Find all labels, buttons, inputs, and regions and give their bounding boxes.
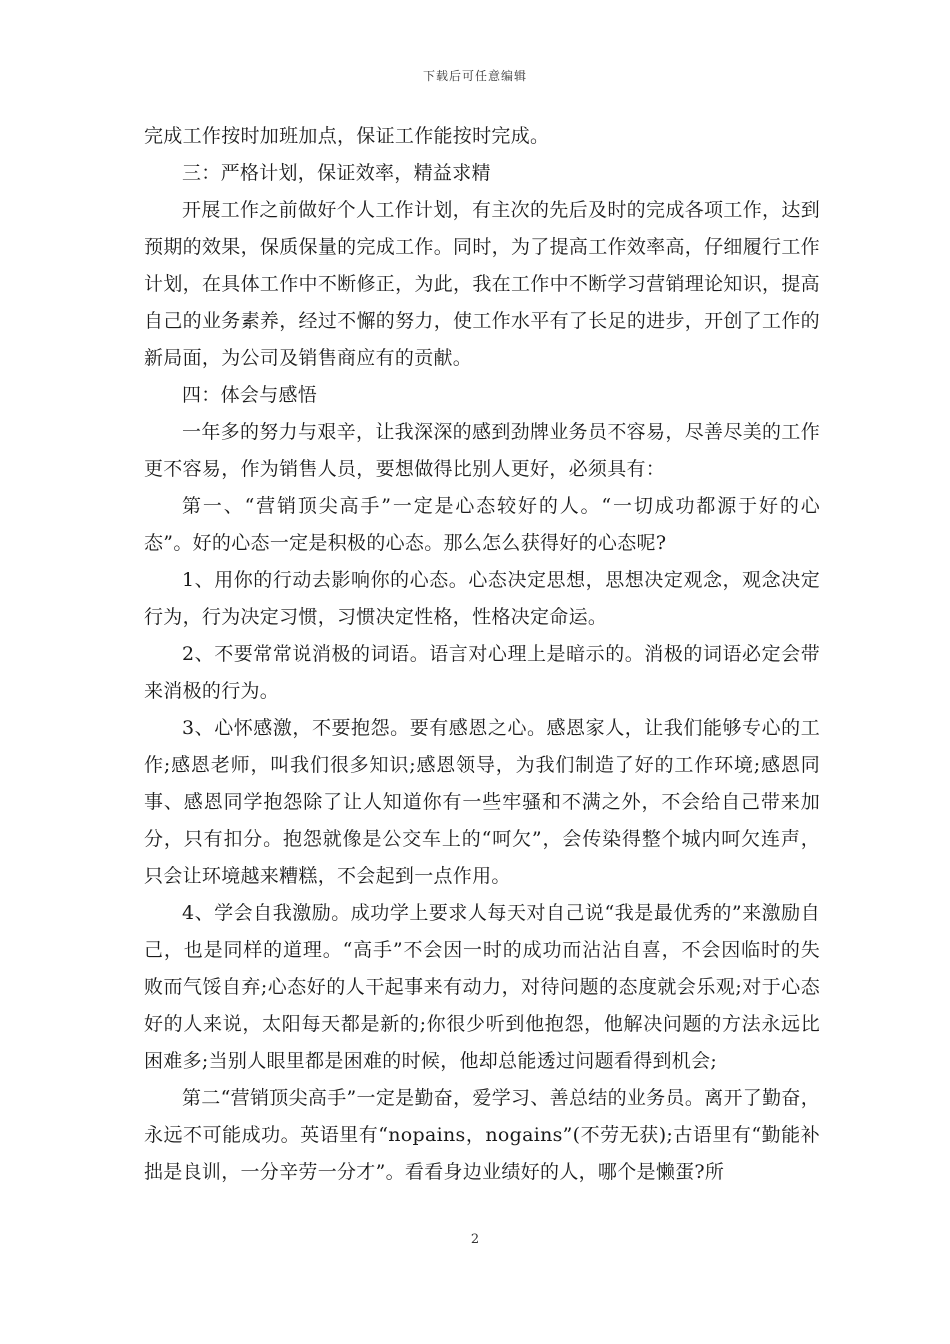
paragraph-4: 第一、“营销顶尖高手”一定是心态较好的人。“一切成功都源于好的心态”。好的心态一定是积极的心态。那么怎么获得好的心态呢? — [144, 495, 820, 554]
paragraph-3: 一年多的努力与艰辛，让我深深的感到劲牌业务员不容易，尽善尽美的工作更不容易，作为销售人员，要想做得比别人更好，必须具有： — [144, 421, 820, 480]
section-heading-3: 三：严格计划，保证效率，精益求精 — [182, 162, 491, 184]
paragraph-1: 完成工作按时加班加点，保证工作能按时完成。 — [144, 125, 550, 147]
paragraph-2: 开展工作之前做好个人工作计划，有主次的先后及时的完成各项工作，达到预期的效果，保质保量的完成工作。同时，为了提高工作效率高，仔细履行工作计划，在具体工作中不断修正，为此，我在工作中不断学习营销理论知识，提高自己的业务素养，经过不懈的努力，使工作水平有了长足的进步，开创了工作的新局面，为公司及销售商应有的贡献。 — [144, 199, 820, 369]
list-item-1: 1、用你的行动去影响你的心态。心态决定思想，思想决定观念，观念决定行为，行为决定习惯，习惯决定性格，性格决定命运。 — [144, 569, 820, 628]
list-item-3: 3、心怀感激，不要抱怨。要有感恩之心。感恩家人，让我们能够专心的工作;感恩老师，叫我们很多知识;感恩领导，为我们制造了好的工作环境;感恩同事、感恩同学抱怨除了让人知道你有一些牢骚和不满之外，不会给自己带来加分，只有扣分。抱怨就像是公交车上的“呵欠”，会传染得整个城内呵欠连声，只会让环境越来糟糕，不会起到一点作用。 — [144, 717, 820, 887]
page-number: 2 — [470, 1232, 480, 1247]
document-body — [144, 118, 820, 1191]
paragraph-5: 第二“营销顶尖高手”一定是勤奋，爱学习、善总结的业务员。离开了勤奋，永远不可能成功。英语里有“nopains，nogains”(不劳无获);古语里有“勤能补拙是良训，一分辛劳一分才”。看看身边业绩好的人，哪个是懒蛋?所 — [144, 1087, 820, 1183]
list-item-2: 2、不要常常说消极的词语。语言对心理上是暗示的。消极的词语必定会带来消极的行为。 — [144, 643, 820, 702]
list-item-4: 4、学会自我激励。成功学上要求人每天对自己说“我是最优秀的”来激励自己，也是同样的道理。“高手”不会因一时的成功而沾沾自喜，不会因临时的失败而气馁自弃;心态好的人干起事来有动力，对待问题的态度就会乐观;对于心态好的人来说，太阳每天都是新的;你很少听到他抱怨，他解决问题的方法永远比困难多;当别人眼里都是困难的时候，他却总能透过问题看得到机会; — [144, 902, 820, 1072]
section-heading-4: 四：体会与感悟 — [182, 384, 318, 406]
page-header: 下载后可任意编辑 — [422, 69, 527, 83]
